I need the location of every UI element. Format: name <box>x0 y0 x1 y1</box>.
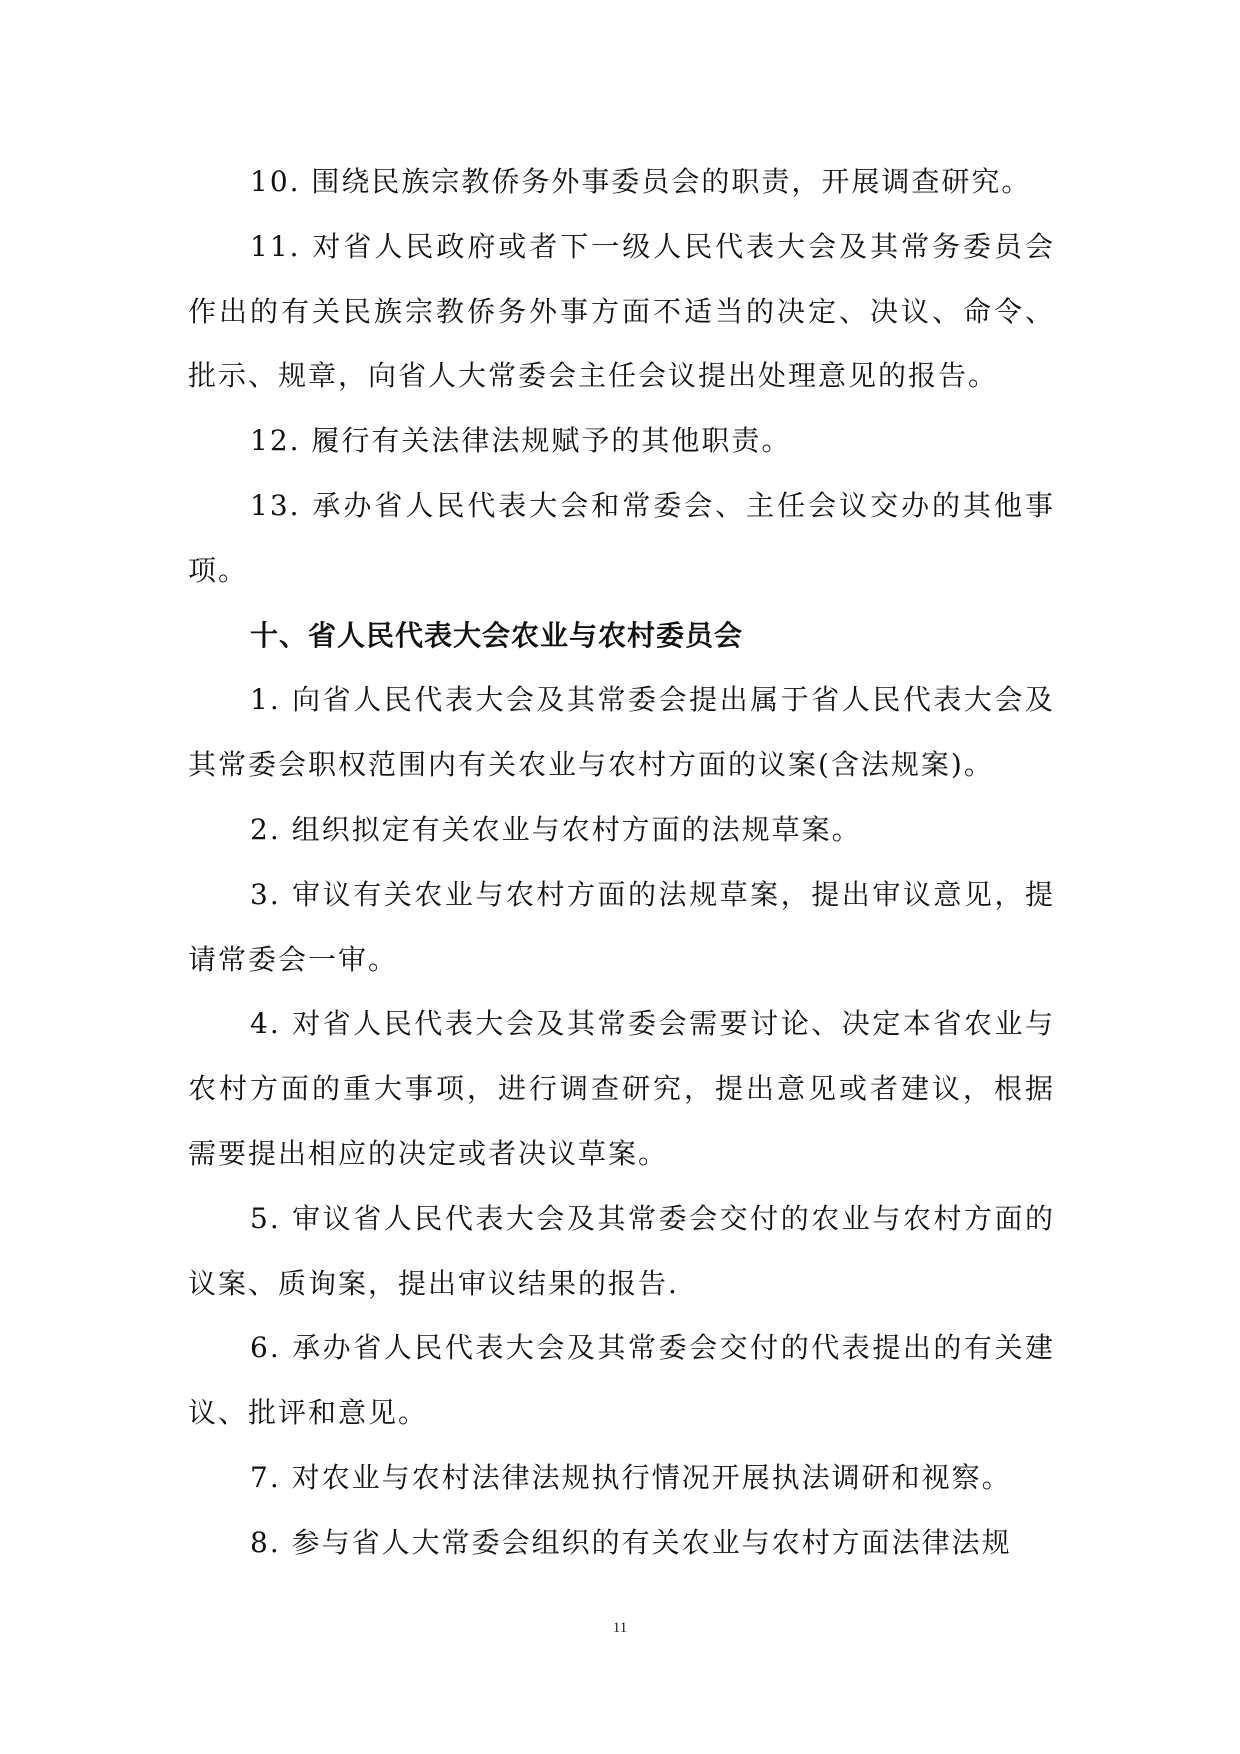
paragraph-item-6: 6. 承办省人民代表大会及其常委会交付的代表提出的有关建议、批评和意见。 <box>188 1331 1055 1430</box>
document-body <box>188 150 1055 1576</box>
paragraph-item-2: 2. 组织拟定有关农业与农村方面的法规草案。 <box>250 812 862 846</box>
paragraph-item-5: 5. 审议省人民代表大会及其常委会交付的农业与农村方面的议案、质询案，提出审议结果的报告. <box>188 1201 1055 1300</box>
paragraph-item-3: 3. 审议有关农业与农村方面的法规草案，提出审议意见，提请常委会一审。 <box>188 877 1055 976</box>
paragraph-item-1: 1. 向省人民代表大会及其常委会提出属于省人民代表大会及其常委会职权范围内有关农业与农村方面的议案(含法规案)。 <box>188 683 1055 782</box>
paragraph-item-12: 12. 履行有关法律法规赋予的其他职责。 <box>250 424 792 458</box>
paragraph-item-4: 4. 对省人民代表大会及其常委会需要讨论、决定本省农业与农村方面的重大事项，进行调查研究，提出意见或者建议，根据需要提出相应的决定或者决议草案。 <box>188 1007 1055 1170</box>
paragraph-item-7: 7. 对农业与农村法律法规执行情况开展执法调研和视察。 <box>250 1460 1012 1494</box>
paragraph-item-11: 11. 对省人民政府或者下一级人民代表大会及其常务委员会作出的有关民族宗教侨务外事方面不适当的决定、决议、命令、批示、规章，向省人大常委会主任会议提出处理意见的报告。 <box>188 229 1055 393</box>
paragraph-item-8: 8. 参与省人大常委会组织的有关农业与农村方面法律法规 <box>250 1525 1012 1559</box>
page-number: 11 <box>612 1620 628 1636</box>
section-heading: 十、省人民代表大会农业与农村委员会 <box>250 618 744 652</box>
paragraph-item-13: 13. 承办省人民代表大会和常委会、主任会议交办的其他事项。 <box>188 488 1055 587</box>
paragraph-item-10: 10. 围绕民族宗教侨务外事委员会的职责，开展调查研究。 <box>250 165 1032 198</box>
